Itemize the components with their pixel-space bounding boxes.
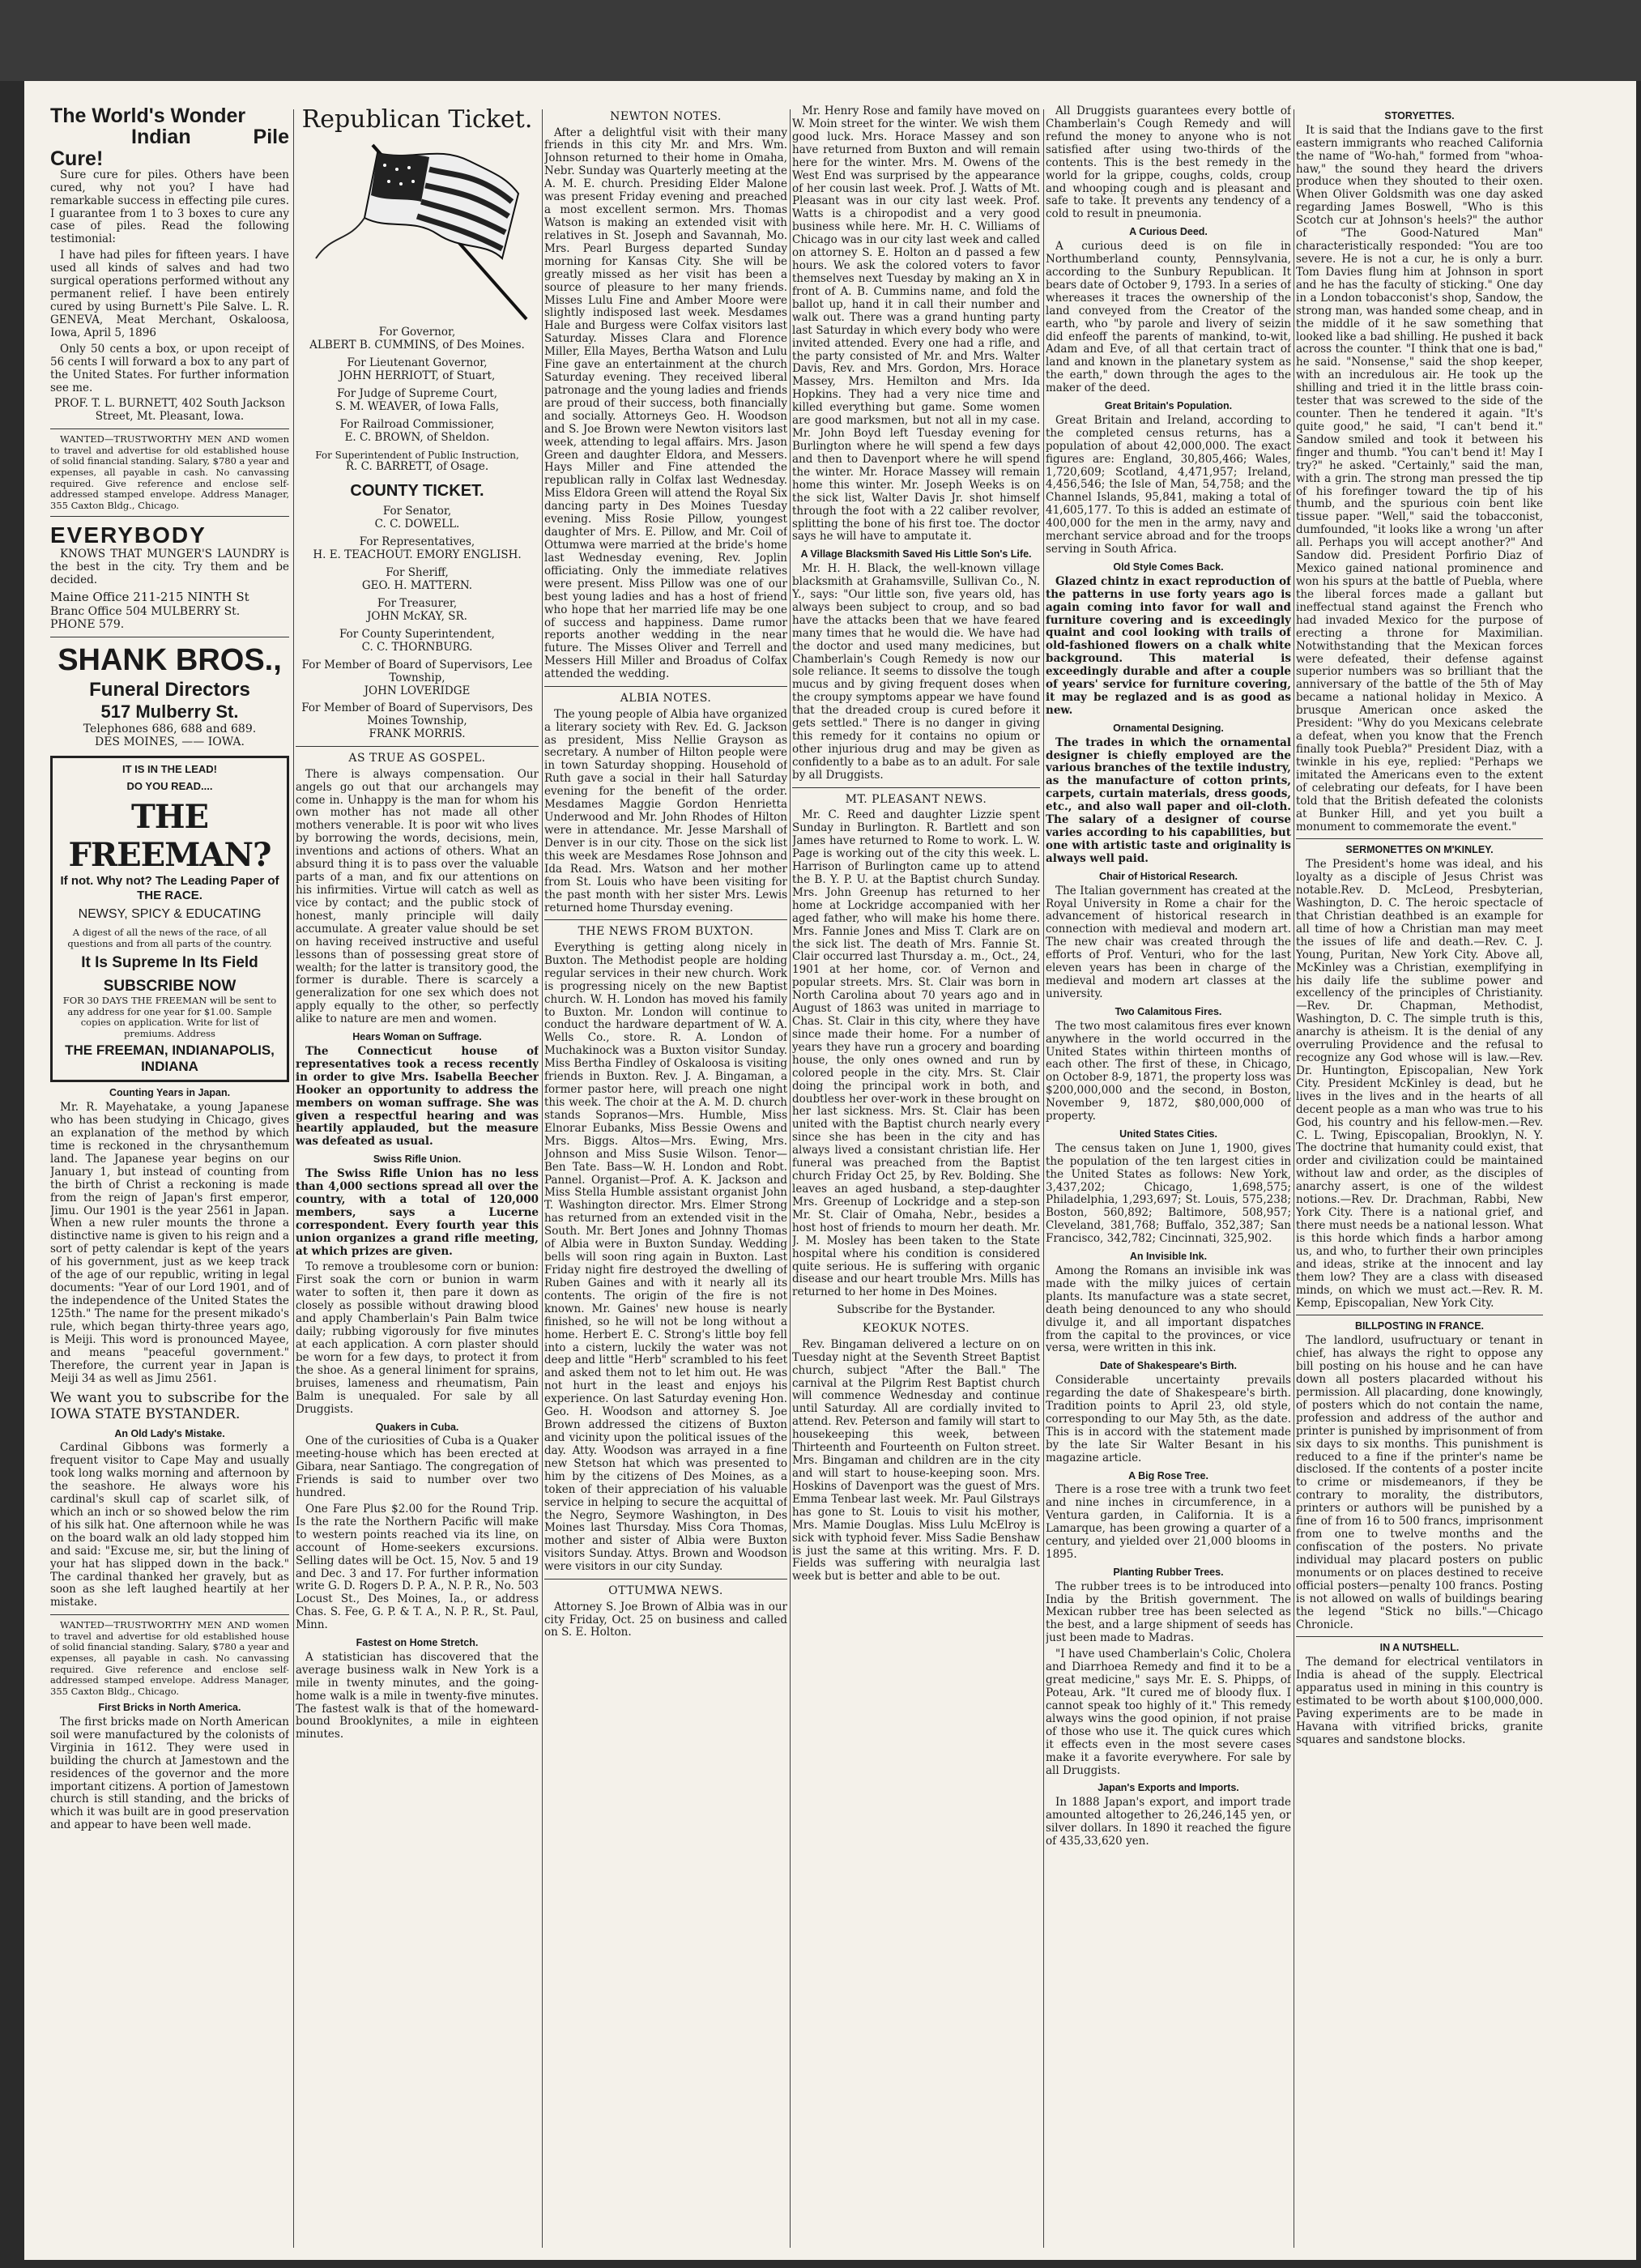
divider: [50, 516, 289, 517]
fastest-heading: Fastest on Home Stretch.: [356, 1637, 479, 1649]
governor-name: ALBERT B. CUMMINS, of Des Moines.: [309, 339, 525, 352]
oldstyle-body: Glazed chintz in exact reproduction of the patterns in use forty years ago is again coming into favor for wall and furniture covering and is exceedingly quaint and cool looking with trails of old-fashioned flowers on a chalk white background. This material is exceedingly durable and after a couple of years' service for furniture covering, it may be reglazed and is as good as new.: [1046, 574, 1291, 717]
board2-name: FRANK MORRIS.: [369, 727, 466, 741]
deed-heading: A Curious Deed.: [1129, 226, 1208, 238]
newton-heading: NEWTON NOTES.: [610, 110, 722, 123]
keokuk-body: Rev. Bingaman delivered a lecture on on Tuesday night at the Seventh Street Baptist church, subject "After the Ball." The carnival at the Pilgrim Rest Baptist church will commence Wednesday and continue until Saturday. All are cordially invited to attend. Rev. Peterson and family will start to housekeeping this week, between Thirteenth and Fourteenth on Fulton street. Mrs. Bingaman and children are in the city and will start to house-keeping soon. Mrs. Hoskins of Davenport was the guest of Mrs. Emma Tenbear last week. Mr. Paul Gilstrays has gone to St. Louis to visit his mother, Mrs. Mamie Douglas. Miss Lulu McElroy is sick with typhoid fever. Miss Sadie Benshaw is just the same at this writing. Mrs. F. D. Fields was suffering with neuralgia last week but is better and able to be out.: [792, 1337, 1040, 1584]
column-rule: [293, 109, 294, 2248]
rose-heading: A Big Rose Tree.: [1128, 1469, 1208, 1481]
senator-label: For Senator,: [382, 505, 452, 518]
blacksmith-body: Mr. H. H. Black, the well-known village blacksmith at Grahamsville, Sullivan Co., N. Y., says: "Our little son, five years old, has always been subject to croup, and so bad have the attacks been that we have feared many times that he would die. We have had the doctor and used many medicines, but Chamberlain's Cough Remedy is now our sole reliance. It seems to dissolve the tough mucus and by giving frequent doses when the croupy symptoms appear we have found that the dreaded croup is cured before it gets settled." There is no danger in giving this remedy for it contains no opium or other injurious drug and may be given as confidently to a babe as to an adult. For sale by all Druggists.: [792, 562, 1040, 782]
column-6: [1296, 105, 1543, 2252]
pile-cure-price: Only 50 cents a box, or upon receipt of 56 cents I will forward a box to any part of the United States. For further information see me.: [50, 342, 289, 394]
chair-heading: Chair of Historical Research.: [1099, 870, 1238, 882]
freeman-ad: [50, 756, 289, 1083]
shank-bros-city: DES MOINES, —— IOWA.: [94, 735, 245, 749]
board-name: JOHN LOVERIDGE: [364, 684, 471, 697]
bystander-ad: We want you to subscribe for the IOWA STATE BYSTANDER.: [50, 1390, 289, 1423]
suffrage-heading: Hears Woman on Suffrage.: [352, 1031, 482, 1043]
divider: [544, 686, 787, 687]
sheriff-label: For Sheriff,: [386, 566, 449, 580]
ornamental-heading: Ornamental Designing.: [1113, 722, 1224, 734]
sermonettes-heading: SERMONETTES ON M'KINLEY.: [1345, 844, 1494, 856]
laundry-branch: Branc Office 504 MULBERRY St.: [50, 604, 241, 618]
corn-body: To remove a troublesome corn or bunion: First soak the corn or bunion in warm water to soften it, then pare it down as closely as possible without drawing blood and apply Chamberlain's Pain Balm twice daily; rubbing vigorously for five minutes at each application. A corn plaster should be worn for a few days, to protect it from the shoe. As a general liniment for sprains, bruises, lameness and rheumatism, Pain Balm is unequaled. For sale by all Druggists.: [296, 1260, 539, 1416]
freeman-digest: A digest of all the news of the race, of all questions and from all parts of the country.: [67, 927, 272, 949]
gospel-heading: AS TRUE AS GOSPEL.: [348, 752, 486, 765]
board2-label: For Member of Board of Supervisors, Des Moines Township,: [301, 701, 533, 728]
divider: [544, 1579, 787, 1580]
superintendent-label: For County Superintendent,: [339, 627, 495, 641]
keokuk-heading: KEOKUK NOTES.: [862, 1322, 970, 1336]
divider: [1296, 838, 1543, 839]
ornamental-body: The trades in which the ornamental designer is chiefly employed are the various branches of the textile industry, as the manufacture of cotton prints, carpets, curtain materials, dress goods, etc., and also wall paper and oil-cloth. The salary of a designer of course varies according to his capabilities, but one with artistic taste and originality is always well paid.: [1046, 735, 1291, 865]
wanted-ad: WANTED—TRUSTWORTHY MEN AND women to travel and advertise for old established house of solid financial standing. Salary, $780 a year and expenses, all payable in cash. No canvassing required. Give reference and enclose self-addressed stamped envelope. Address Manager, 355 Caxton Bldg., Chicago.: [50, 433, 289, 511]
freeman-offer: FOR 30 DAYS THE FREEMAN will be sent to any address for one year for $1.00. Sample copies on application. Write for list of premiums. Address: [62, 995, 277, 1039]
nutshell-body: The demand for electrical ventilators in India is ahead of the supply. Electrical apparatus used in mining in this country is estimated to be worth about $100,000,000. Paving experiments are to be made in Havana with vitrified bricks, granite squares and sandstone blocks.: [1296, 1656, 1543, 1746]
treasurer-name: JOHN McKAY, SR.: [367, 609, 467, 623]
sermonettes-body: The President's home was ideal, and his loyalty as a disciple of Jesus Christ was notable.Rev. D. McLeod, Presbyterian, Washington, D. C. The heroic spectacle of that Christian deathbed is an example for all time of how a Christian man may meet the issues of life and death.—Rev. C. J. Young, Puritan, New York City. Above all, McKinley was a Christian, exemplifying in his daily life the sublime power and excellency of the principles of Christianity.—Rev. Dr. Chapman, Methodist, Washington, D. C. The simple truth is this, anarchy is atheism. It is the denial of any overruling Providence and the refusal to recognize any God whose will is law.—Rev. Dr. Huntington, Episcopalian, New York City. President McKinley is dead, but he lives in the lives and in the hearts of all decent people as a man who was true to his God, his country and his fellow-men.—Rev. C. L. Twing, Episcopalian, Brooklyn, N. Y. The doctrine that humanity could exist, that order and civilization could be maintained without law and order, as the disciples of anarchy assert, is one of the wildest notions.—Rev. Dr. Drachman, Rabbi, New York City. There is a national grief, and there must needs be a national lesson. What is this horde which finds a harbor among us, and who, to further their own principles and ideas, strike at the innocent and lay them low? They are a class with diseased minds, on which we must act.—Rev. R. M. Kemp, Episcopalian, New York City.: [1296, 858, 1543, 1310]
quakers-heading: Quakers in Cuba.: [375, 1421, 459, 1433]
column-1: [50, 105, 289, 2252]
wanted-ad-2: WANTED—TRUSTWORTHY MEN AND women to travel and advertise for old established house of solid financial standing. Salary, $780 a year and expenses, all payable in cash. No canvassing required. Give reference and enclose self-addressed stamped envelope. Address Manager, 355 Caxton Bldg., Chicago.: [50, 1619, 289, 1697]
judge-label: For Judge of Supreme Court,: [336, 387, 498, 401]
nutshell-heading: IN A NUTSHELL.: [1379, 1642, 1460, 1654]
japan-exports-heading: Japan's Exports and Imports.: [1098, 1782, 1239, 1794]
cough-remedy-body: All Druggists guarantees every bottle of Chamberlain's Cough Remedy and will refund the money to anyone who is not satisfied after using two-thirds of the contents. This is the best remedy in the world for la grippe, coughs, colds, croup and whooping cough and is pleasant and safe to take. It prevents any tendency of a cold to result in pneumonia.: [1046, 105, 1291, 221]
ink-body: Among the Romans an invisible ink was made with the milky juices of certain plants. Its manufacture was a state secret, death being denounced to any who should divulge it, and all important dispatches from the capital to the provinces, or vice versa, were written in this ink.: [1046, 1264, 1291, 1355]
rifle-heading: Swiss Rifle Union.: [373, 1153, 462, 1166]
fires-body: The two most calamitous fires ever known anywhere in the world occurred in the United States within thirteen months of each other. The first of these, in Chicago, on October 8-9, 1871, the property loss was $200,000,000 and the second, in Boston, November 9, 1872, $80,000,000 of property.: [1046, 1019, 1291, 1123]
buxton-body: Everything is getting along nicely in Buxton. The Methodist people are holding regular services in their new church. Work is progressing nicely on the new Baptist church. W. H. London has moved his family to Buxton. Mr. London will continue to conduct the hardware department of W. A. Wells Co., store. R. A. London of Muchakinock was a Buxton visitor Sunday. Miss Bertha Findley of Oskaloosa is visiting friends in Buxton. Rev. J. A. Bingaman, a former pastor here, will preach one night this week. The choir at the A. M. D. church stands Sopranos—Mrs. Humble, Miss Elnorar Eubanks, Miss Bessie Owens and Mrs. Biggs. Altos—Mrs. Ewing, Mrs. Johnson and Miss Susie Wilson. Tenor—Ben Tate. Bass—W. H. London and Robt. Pannel. Organist—Prof. A. K. Jackson and Miss Stella Humble assistant organist John T. Washington director. Mrs. Elmer Strong has returned from an extended visit in the South. Mr. Bert Jones and Johnny Thomas of Albia were in Buxton Sunday. Wedding bells will soon ring again in Buxton. Last Friday night fire destroyed the dwelling of Ruben Gaines and with it nearly all its contents. The origin of the fire is not known. Mr. Gaines' new house is nearly finished, so he will not be long without a home. Herbert E. C. Strong's little boy fell into a cistern, luckily the water was not deep and little "Herb" scrambled to his feet and asked them not to let him out. He was not hurt in the least and enjoys his experience. On last Saturday evening Hon. Geo. H. Woodson and attorney S. Joe Brown addressed the citizens of Buxton and vicinity upon the political issues of the day. Atty. Woodson was arrayed in a fine new Stetson hat which was presented to him by the citizens of Des Moines, as a token of their appreciation of his valuable service in helping to secure the acquittal of the Negro, Seymore Washington, in Des Moines last Thursday. Miss Cora Thomas, mother and sister of Albia were Buxton visitors Sunday. Attys. Brown and Woodson were visitors in our city Sunday.: [544, 940, 787, 1574]
laundry-body: KNOWS THAT MUNGER'S LAUNDRY is the best in the city. Try them and be decided.: [50, 548, 289, 587]
britain-body: Great Britain and Ireland, according to the completed census returns, has a population of about 42,000,000. The exact figures are: England, 30,805,466; Wales, 1,720,609; Scotland, 4,471,957; Ireland, 4,456,546; the Isle of Man, 54,758; and the Channel Islands, 95,841, making a total of 41,605,177. To this is added an estimate of 400,000 for the men in the army, navy and merchant service abroad and for the troops serving in South Africa.: [1046, 413, 1291, 556]
reps-label: For Representatives,: [359, 535, 475, 549]
rr-label: For Railroad Commissioner,: [339, 417, 495, 431]
governor-label: For Governor,: [378, 326, 456, 339]
laundry-headline: EVERYBODY: [50, 522, 207, 548]
deed-body: A curious deed is on file in Northumberland county, Pennsylvania, according to the Sunbury Republican. It bears date of October 9, 1793. In a series of whereases it traces the ownership of the land conveyed from the Creator of the earth, who "by parole and livery of seizin did enfeoff the parents of mankind, to-wit, Adam and Eve, of all that certain tract of land and known in the planetary system as the earth," down through the ages to the maker of the deed.: [1046, 240, 1291, 395]
freeman-address: THE FREEMAN, INDIANAPOLIS, INDIANA: [65, 1042, 275, 1075]
shank-bros-name: SHANK BROS.,: [58, 642, 282, 677]
treasurer-label: For Treasurer,: [377, 596, 458, 610]
cities-heading: United States Cities.: [1119, 1128, 1217, 1140]
storyettes-body: It is said that the Indians gave to the first eastern immigrants who reached California the name of "Wo-hah," formed from "whoa-haw," the sound they heard the drivers produce when they shouted to their oxen. When Oliver Goldsmith was one day asked regarding James Boswell, "Who is this Scotch cur at Johnson's heels?" the author of "The Good-Natured Man" characteristically responded: "You are too severe. He is not a cur, he is only a burr. Tom Davies flung him at Johnson in sport and he has the faculty of sticking." One day in a London tobacconist's shop, Sandow, the strong man, was handed some cheap, and in the middle of it he saw something that looked like a bad shilling. He pushed it back across the counter. "I think that one is bad," he said. "Nonsense," said the shop keeper, with an incredulous air. He took up the shilling and tried it in the little brass coin-tester that was screwed to the side of the counter. Then he tendered it again. "It's quite good," he said, "I can't bend it." Sandow smiled and took it between his finger and thumb. "You can't bend it! May I try?" he asked. "Certainly," said the man, with a grin. The strong man pressed the tip of his forefinger toward the tip of his thumb, and the spurious coin bent like tissue paper. "Well," said the tobacconist, dumfounded, "it looks like a wrong 'un after all. Perhaps you will accept another?" And Sandow did. President Porfirio Diaz of Mexico gained national prominence and won his spurs at the battle of Puebla, where the liberal forces made a gallant but ineffectual stand against the French who had invaded Mexico for the purpose of erecting a throne for Maximilian. Notwithstanding that the Mexican forces were defeated, their defense against superior numbers was so brilliant that the anniversary of the battle of the 5th of May became a national holiday in Mexico. A brusque American once asked the President: "Why do you Mexicans celebrate a defeat, when you know that the French finally took Puebla?" President Diaz, with a twinkle in his eye, replied: "Perhaps we imitated the Americans even to the extent of celebrating our defeats, for I have been told that the British defeated the colonists at Bunker Hill, and yet you built a monument to commemorate the event.": [1296, 123, 1543, 833]
storyettes-heading: STORYETTES.: [1384, 110, 1455, 122]
scan-top-strip: [0, 0, 1641, 81]
shank-bros-address: 517 Mulberry St.: [100, 701, 239, 722]
laundry-phone: PHONE 579.: [50, 618, 125, 632]
pile-cure-title: The World's Wonder Indian Pile Cure!: [50, 105, 289, 170]
judge-name: S. M. WEAVER, of Iowa Falls,: [335, 400, 500, 413]
column-rule: [790, 109, 791, 2248]
local-news-body: Mr. Henry Rose and family have moved on W. Moin street for the winter. We wish them good luck. Mrs. Horace Massey and son have returned from Buxton and will remain here for the winter. Mrs. M. Owens of the West End was surprised by the appearance of her cousin last week. Prof. J. Watts of Mt. Pleasant was in our city last week. Prof. Watts is a chiropodist and a very good business while here. Mr. H. C. Williams of Chicago was in our city last week and called on attorney S. E. Holton an d passed a few hours. We ask the colored voters to favor themselves next Tuesday by making an X in front of A. B. Cummins name, and fold the ballot up, hand it in call their number and walk out. There was a grand hunting party last Saturday in which every body who were invited attended. Every one had a rifle, and the party consisted of Mr. and Mrs. Walter Davis, Rev. and Mrs. Gordon, Mrs. Horace Massey, Mrs. Hemilton and Mrs. Ida Hopkins. They had a very nice time and killed everything but game. Some women are good marksmen, but not all in my case. Mr. John Boyd left Tuesday evening for Burlington where he will spend a few days and then to Davenport where he will spend the winter. Mr. Horace Massey will remain home this winter. Mr. Joseph Weeks is on the sick list, Walter Davis Jr. shot himself through the foot with a 22 caliber revolver, splitting the bone of his first toe. The doctor says he will have to amputate it.: [792, 105, 1040, 544]
column-4: [792, 105, 1040, 2252]
britain-heading: Great Britain's Population.: [1104, 400, 1233, 412]
american-flag-icon: [300, 137, 535, 323]
bricks-heading: First Bricks in North America.: [98, 1702, 241, 1714]
reps-names: H. E. TEACHOUT. EMORY ENGLISH.: [313, 548, 522, 562]
rose-body: There is a rose tree with a trunk two feet and nine inches in circumference, in a Ventura garden, in California. It is a Lamarque, has been growing a quarter of a century, and yielded over 21,000 blooms in 1895.: [1046, 1483, 1291, 1561]
albia-heading: ALBIA NOTES.: [620, 692, 712, 706]
column-5: [1046, 105, 1291, 2252]
colic-body: "I have used Chamberlain's Colic, Cholera and Diarrhoea Remedy and find it to be a great medicine," says Mr. E. S. Phipps, of Poteau, Ark. "It cured me of bloody flux. I cannot speak too highly of it." This remedy always wins the good opinion, if not praise of those who use it. The quick cures which it effects even in the most severe cases make it a favorite everywhere. For sale by all Druggists.: [1046, 1648, 1291, 1777]
column-2: [296, 105, 539, 2252]
shakespeare-heading: Date of Shakespeare's Birth.: [1099, 1360, 1237, 1372]
divider: [1296, 1636, 1543, 1637]
rifle-body: The Swiss Rifle Union has no less than 4,000 sections spread all over the country, with a total of 120,000 members, says a Lucerne correspondent. Every fourth year this union organizes a grand rifle meeting, at which prizes are given.: [296, 1167, 539, 1258]
freeman-newsy: NEWSY, SPICY & EDUCATING: [78, 907, 262, 922]
divider: [296, 746, 539, 747]
oldstyle-heading: Old Style Comes Back.: [1113, 561, 1224, 573]
bricks-body: The first bricks made on North American soil were manufactured by the colonists of Virginia in 1612. They were used in building the church at Jamestown and the residences of the governor and the more important citizens. A portion of Jamestown church is still standing, and the bricks of which it was built are in good preservation and appear to have been well made.: [50, 1715, 289, 1832]
rubber-heading: Planting Rubber Trees.: [1113, 1566, 1224, 1578]
gospel-body: There is always compensation. Our angels go out that our archangels may come in. Unhappy is the man for whom his own mother has not made all other mothers venerable. It is poor wit who lives by borrowing the words, decisions, mein, inventions and actions of others. What an absurd thing it is to pass over the valuable parts of a man, and fix our attentions on his infirmities. Virtue will catch as well as vice by contact; and the public stock of honest, manly principle will daily accumulate. A greater value should be set on having received instructive and useful lessons than of possessing great store of wealth; for the latter is transitory good, the former is durable. There is scarcely a generalization for one sex which does not apply equally to the other, so perfectly alike to nature are men and women.: [296, 767, 539, 1026]
freeman-question: DO YOU READ....: [126, 780, 213, 793]
pile-cure-body: Sure cure for piles. Others have been cured, why not you? I have had remarkable success in effecting pile cures. I guarantee from 1 to 3 boxes to cure any case of piles. Read the following testimonial:: [50, 168, 289, 246]
billposting-heading: BILLPOSTING IN FRANCE.: [1354, 1320, 1485, 1332]
column-rule: [542, 109, 543, 2248]
old-lady-heading: An Old Lady's Mistake.: [114, 1427, 225, 1439]
freeman-leading: If not. Why not? The Leading Paper of THE RACE.: [60, 873, 279, 902]
lt-governor-name: JOHN HERRIOTT, of Stuart,: [339, 369, 496, 383]
board-label: For Member of Board of Supervisors, Lee Township,: [301, 658, 533, 684]
fires-heading: Two Calamitous Fires.: [1115, 1005, 1222, 1017]
lt-governor-label: For Lieutenant Governor,: [347, 356, 488, 370]
republican-ticket-title: Republican Ticket.: [301, 105, 533, 134]
ink-heading: An Invisible Ink.: [1129, 1251, 1208, 1263]
billposting-body: The landlord, usufructuary or tenant in chief, has always the right to oppose any bill posting on his house and he can have down all posters placarded without his permission. All placarding, done knowingly, of posters which do not contain the name, profession and address of the author and printer is punished by imprisonment of from six days to six months. This punishment is reduced to a fine if the printer's name be disclosed. If the contents of a poster incite to crime or misdemeanors, if they be contrary to morality, the distributors, printers or authors will be punished by a fine of from 16 to 500 francs, imprisonment from one to twelve months and the confiscation of the posters. No private individual may placard posters on public monuments or on places destined to receive official posters—penalty 100 francs. Posting is not allowed on walls of buildings bearing the legend "Stick no bills."—Chicago Chronicle.: [1296, 1334, 1543, 1631]
pile-cure-signature: PROF. T. L. BURNETT, 402 South Jackson Street, Mt. Pleasant, Iowa.: [54, 397, 285, 424]
albia-body: The young people of Albia have organized a literary society with Rev. Ed. G. Jackson as president, Miss Nellie Grayson as secretary. A number of Hilton people were in town Saturday shopping. Household of Ruth gave a social in their hall Saturday evening for the benefit of the order. Mesdames Maggie Gordon Henrietta Underwood and Mr. John Rhodes of Hilton were in attendance. Mr. Jesse Marshall of Denver is in our city. Those on the sick list this week are Mesdames Rose Johnson and Ida Read. Mrs. Watson and her mother from St. Louis who have been visiting for the past month with her sister Mrs. Lewis returned home Thursday evening.: [544, 707, 787, 914]
old-lady-body: Cardinal Gibbons was formerly a frequent visitor to Cape May and usually took long walks morning and afternoon by the seashore. He always wore his cardinal's skull cap of scarlet silk, of which an inch or so showed below the rim of his silk hat. One afternoon while he was on the board walk an old lady stopped him and said: "Excuse me, sir, but the lining of your hat has slipped down in the back." The cardinal thanked her gravely, but as soon as she left laughed heartily at her mistake.: [50, 1441, 289, 1609]
freeman-title: THE FREEMAN?: [68, 797, 271, 874]
ottumwa-heading: OTTUMWA NEWS.: [608, 1584, 723, 1598]
sheriff-name: GEO. H. MATTERN.: [361, 579, 473, 593]
freeman-supreme: It Is Supreme In Its Field: [81, 954, 258, 972]
divider: [50, 428, 289, 429]
newton-body: After a delightful visit with their many friends in this city Mr. and Mrs. Wm. Johnson returned to their home in Omaha, Nebr. Sunday was Quarterly meeting at the A. M. E. church. Presiding Elder Malone was present Friday evening and preached a most excellent sermon. Mrs. Thomas Watson is making an extended visit with relatives in St. Joseph and Savannah, Mo. Mrs. Pearl Burgess departed Sunday morning for Kansas City. She will be greatly missed as her visit has been a source of pleasure to her many friends. Misses Lulu Fine and Amber Moore were slightly indisposed last week. Mesdames Hale and Burgess were Colfax visitors last Saturday. Misses Clara and Florence Miller, Ella Mayes, Bertha Watson and Lulu Fine gave an entertainment at the church Saturday evening. They received liberal patronage and the young ladies and friends are proud of their success, both financially and socially. Attorneys Geo. H. Woodson and S. Joe Brown were Newton visitors last week, attending to legal affairs. Mrs. Jason Green and daughter Eldora, and Messers. Hays Miller and Fine attended the republican rally in Colfax last Wednesday. Miss Eldora Green will attend the Royal Six dancing party in Des Moines Tuesday evening. Miss Rosie Pillow, youngest daughter of Mrs. E. Pillow, and Mr. Coil of Ottumwa were married at the bride's home last Wednesday evening, Rev. Joplin officiating. Only the immediate relatives were present. Miss Pillow was one of our best young ladies and has a host of friend who hope that her married life may be one of success and happiness. Dame rumor reports another wedding in the near future. The Misses Oliver and Terrell and Messers Hill Miller and Broadus of Colfax attended the wedding.: [544, 126, 787, 681]
chair-body: The Italian government has created at the Royal University in Rome a chair for the advancement of historical research in connection with medieval and modern art. The new chair was created through the efforts of Prof. Venturi, who for the last eleven years has been in charge of the medieval and modern art classes at the university.: [1046, 884, 1291, 1000]
divider: [50, 1614, 289, 1615]
divider: [792, 787, 1040, 788]
blacksmith-heading: A Village Blacksmith Saved His Little Son's Life.: [800, 548, 1032, 561]
japan-exports-body: In 1888 Japan's export, and import trade amounted altogether to 26,246,145 yen, or silver dollars. In 1890 it reached the figure of 435,33,620 yen.: [1046, 1796, 1291, 1848]
mt-pleasant-heading: MT. PLEASANT NEWS.: [845, 792, 987, 806]
freeman-subscribe: SUBSCRIBE NOW: [103, 977, 237, 995]
pile-cure-testimonial: I have had piles for fifteen years. I have used all kinds of salves and had two surgical operations performed without any permanent relief. I have been entirely cured by using Burnett's Pile Salve. L. R. GENEVA, Meat Merchant, Oskaloosa, Iowa, April 5, 1896: [50, 249, 289, 339]
buxton-heading: THE NEWS FROM BUXTON.: [578, 925, 754, 939]
county-ticket-title: COUNTY TICKET.: [350, 481, 484, 500]
mt-pleasant-body: Mr. C. Reed and daughter Lizzie spent Sunday in Burlington. R. Bartlett and son James have returned to Rome to work. L. W. Page is working out of the city this week. L. Harrison of Burlington came up to attend the B. Y. P. U. at the Baptist church Sunday. Mrs. John Greenup has returned to her home at Lockridge accompanied with her aged father, who will make his home there. Mrs. Fannie Jones and Miss T. Clark are on the sick list. The death of Mrs. Fannie St. Clair occurred last Thursday a. m., Oct., 24, 1901 at her home, cor. of Vernon and popular streets. Mrs. St. Clair was born in North Carolina about 70 years ago and in August of 1863 was united in marriage to Chas. St. Clair in this city, where they have since made their home. For a number of years they have run a grocery and boarding house, the only ones owned and run by colored people in the city. Mrs. St. Clair doing the principal work in both, and doubtless her over-work in these brought on her last sickness. Mrs. St. Clair has been united with the Baptist church nearly every since she has been in the city and has always lived a consistant christian life. Her funeral was preached from the Baptist church Friday Oct 25, by Rev. Bolding. She leaves an aged husband, a step-daughter Mrs. Greenup of Lockridge and a step-son Mr. St. Clair of Omaha, Nebr., besides a host host of friends to mourn her death. Mr. J. M. Mosley has been taken to the State hospital where his condition is considered quite serious. He is suffering with organic disease and our heart trouble Mrs. Mills has returned to her home in Des Moines.: [792, 808, 1040, 1299]
column-3: [544, 105, 787, 2252]
rubber-body: The rubber trees is to be introduced into India by the British government. The Mexican rubber tree has been selected as the best, and a large shipment of seeds has just been made to Madras.: [1046, 1580, 1291, 1645]
rr-name: E. C. BROWN, of Sheldon.: [344, 430, 490, 444]
superintendent-name: C. C. THORNBURG.: [361, 640, 473, 654]
ottumwa-body: Attorney S. Joe Brown of Albia was in our city Friday, Oct. 25 on business and called on S. E. Holton.: [544, 1600, 787, 1639]
shank-bros-telephone: Telephones 686, 688 and 689.: [83, 722, 257, 735]
laundry-office: Maine Office 211-215 NINTH St: [50, 590, 249, 604]
shank-bros-tagline: Funeral Directors: [89, 678, 250, 701]
column-rule: [1043, 109, 1044, 2248]
quakers-body: One of the curiosities of Cuba is a Quaker meeting-house which has been erected at Gibara, near Santiago. The congregation of Friends is said to number over two hundred.: [296, 1435, 539, 1499]
supt-label: For Superintendent of Public Instruction,: [315, 449, 519, 461]
fare-body: One Fare Plus $2.00 for the Round Trip. Is the rate the Northern Pacific will make to western points reached via its line, on account of Home-seekers excursions. Selling dates will be Oct. 15, Nov. 5 and 19 and Dec. 3 and 17. For further information write G. D. Rogers D. P. A., N. P. R., No. 503 Locust St., Des Moines, Ia., or address Chas. S. Fee, G. P. & T. A., N. P. R., St. Paul, Minn.: [296, 1502, 539, 1632]
japan-body: Mr. R. Mayehatake, a young Japanese who has been studying in Chicago, gives an explanation of the method by which time is reckoned in the chrysanthemum land. The Japanese year begins on our January 1, but instead of counting from the birth of Christ a reckoning is made from the reign of Japan's first emperor, Jimu. Our 1901 is the year 2561 in Japan. When a new ruler mounts the throne a distinctive name is given to his reign and a sort of petty calendar is kept of the years of his government, just as we keep track of the age of our republic, writing in legal documents: "Year of our Lord 1901, and of the independence of the United States the 125th." The name for the present mikado's rule, which began thirty-three years ago, is Meiji. This word is pronounced Mayee, and means "peaceful government." Therefore, the current year in Japan is Meiji 34 as well as Jimu 2561.: [50, 1101, 289, 1385]
cities-body: The census taken on June 1, 1900, gives the population of the ten largest cities in the United States as follows: New York, 3,437,202; Chicago, 1,698,575; Philadelphia, 1,293,697; St. Louis, 575,238; Boston, 560,892; Baltimore, 508,957; Cleveland, 381,768; Buffalo, 352,387; San Francisco, 342,782; Cincinnati, 325,902.: [1046, 1141, 1291, 1246]
divider: [544, 919, 787, 920]
supt-name: R. C. BARRETT, of Osage.: [345, 459, 489, 473]
subscribe-notice: Subscribe for the Bystander.: [837, 1303, 995, 1317]
fastest-body: A statistician has discovered that the average business walk in New York is a mile in twenty minutes, and the going-home walk is a mile in twenty-five minutes. The fastest walk is that of the homeward-bound Brooklynites, a mile in eighteen minutes.: [296, 1650, 539, 1742]
shakespeare-body: Considerable uncertainty prevails regarding the date of Shakespeare's birth. Tradition points to April 23, old style, corresponding to our May 5th, as the date. This is in accord with the statement made by the late Sir Walter Besant in his magazine article.: [1046, 1374, 1291, 1464]
japan-heading: Counting Years in Japan.: [109, 1087, 231, 1099]
suffrage-body: The Connecticut house of representatives took a recess recently in order to give Mrs. Isabella Beecher Hooker an opportunity to address the members on woman suffrage. She was given a respectful hearing and was heartily applauded, but the measure was defeated as usual.: [296, 1044, 539, 1149]
senator-name: C. C. DOWELL.: [374, 518, 460, 531]
freeman-lead: IT IS IN THE LEAD!: [122, 762, 217, 775]
